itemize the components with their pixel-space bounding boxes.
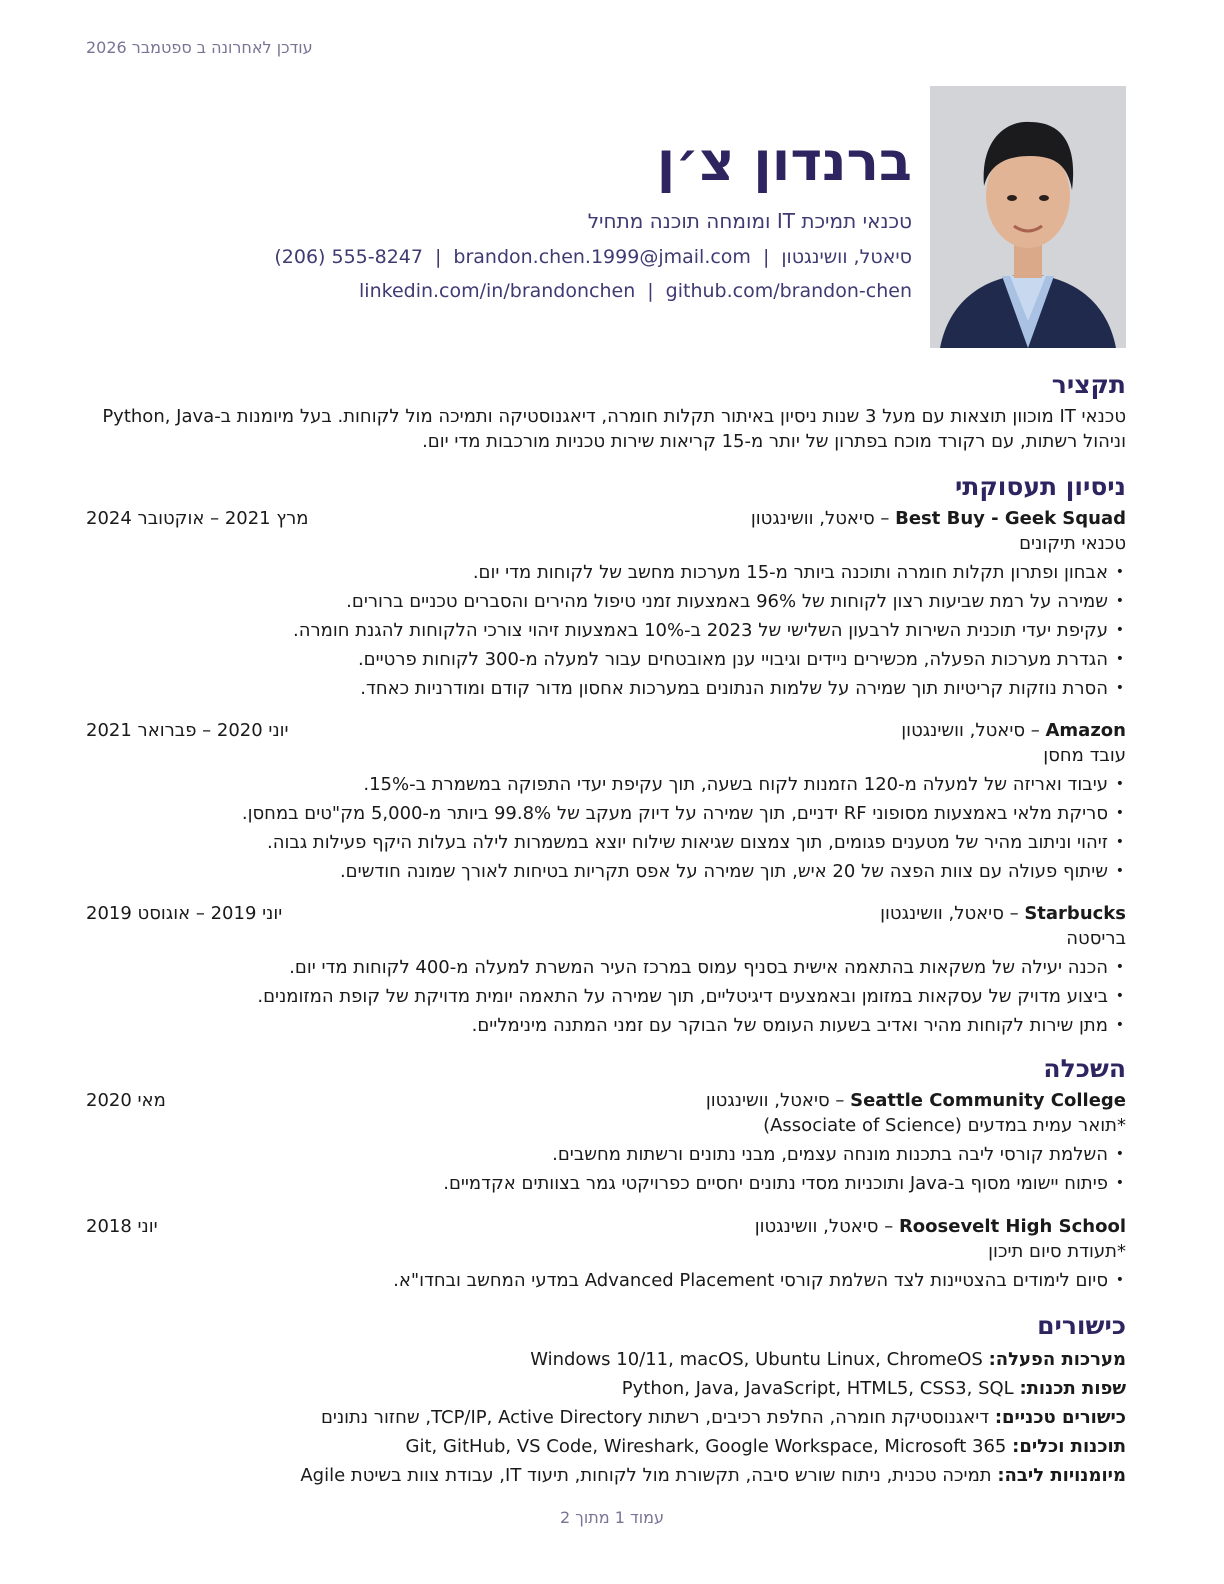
skill-value: דיאגנוסטיקת חומרה, החלפת רכיבים, רשתות TCP/IP, Active Directory, שחזור נתונים [320, 1407, 995, 1428]
bullet-item: • עקיפת יעדי תוכנית השירות לרבעון השלישי של 2023 ב-10% באמצעות זיהוי צורכי הלקוחות להגנת חומרה. [86, 616, 1126, 645]
skill-value: Windows 10/11, macOS, Ubuntu Linux, ChromeOS [530, 1349, 989, 1370]
entry-dates: יוני 2018 [86, 1216, 158, 1237]
entry-header [86, 1214, 1126, 1239]
bullet-item: • עיבוד ואריזה של למעלה מ-120 הזמנות לקוח בשעה, תוך עקיפת יעדי התפוקה במשמרת ב-15%. [86, 770, 1126, 799]
linkedin-link[interactable]: linkedin.com/in/brandonchen [359, 280, 636, 302]
bullet-item: • פיתוח יישומי מסוף ב-Java ותוכניות מסדי נתונים יחסיים כפרויקטי גמר בצוותים אקדמיים. [86, 1169, 1126, 1198]
experience-entry [86, 506, 1126, 703]
bullet-item: • סיום לימודים בהצטיינות לצד השלמת קורסי Advanced Placement במדעי המחשב ובחדו"א. [86, 1266, 1126, 1295]
entry-organization [755, 1214, 1126, 1239]
section-title-education: השכלה [1043, 1054, 1126, 1083]
contact-line-1 [274, 244, 912, 270]
entry-location: – סיאטל, וושינגטון [754, 1216, 899, 1237]
resume-header [86, 86, 1126, 348]
phone-number[interactable]: (206) 555-8247 [274, 246, 423, 268]
entry-header [86, 718, 1126, 743]
bullet-item: • זיהוי וניתוב מהיר של מטענים פגומים, תוך צמצום שגיאות שילוח יוצא במשמרות לילה בעלות היקף פעילות גבוה. [86, 828, 1126, 857]
skill-label: כישורים טכניים: [994, 1407, 1126, 1428]
bullet-item: • ביצוע מדויק של עסקאות במזומן ובאמצעים דיגיטליים, תוך שמירה על התאמה יומית מדויקת של קופת המזומנים. [86, 982, 1126, 1011]
profile-photo [930, 86, 1126, 348]
entry-dates: יוני 2019 – אוגוסט 2019 [86, 903, 283, 924]
entry-org-name: Best Buy - Geek Squad [895, 508, 1126, 529]
bullet-item: • הכנה יעילה של משקאות בהתאמה אישית בסניף עמוס במרכז העיר המשרת למעלה מ-400 לקוחות מדי יום. [86, 953, 1126, 982]
education-entry [86, 1088, 1126, 1198]
last-updated-note: עודכן לאחרונה ב ספטמבר 2026 [86, 38, 313, 57]
page-number: עמוד 1 מתוך 2 [560, 1508, 664, 1527]
entry-org-name: Roosevelt High School [898, 1216, 1126, 1237]
separator: | [762, 246, 770, 268]
skill-value: תמיכה טכנית, ניתוח שורש סיבה, תקשורת מול לקוחות, תיעוד IT, עבודת צוות בשיטת Agile [300, 1465, 998, 1486]
separator: | [434, 246, 442, 268]
separator: | [647, 280, 654, 302]
entry-role: בריסטה [1066, 928, 1126, 949]
experience-entry [86, 718, 1126, 886]
job-title: טכנאי תמיכת IT ומומחה תוכנה מתחיל [587, 209, 912, 233]
entry-header [86, 1088, 1126, 1113]
header-text [274, 130, 912, 304]
entry-organization [880, 901, 1126, 926]
entry-org-name: Starbucks [1024, 903, 1126, 924]
bullet-item: • אבחון ופתרון תקלות חומרה ותוכנה ביותר מ-15 מערכות מחשב של לקוחות מדי יום. [86, 558, 1126, 587]
entry-dates: יוני 2020 – פברואר 2021 [86, 720, 289, 741]
location: סיאטל, וושינגטון [781, 246, 912, 268]
entry-location: – סיאטל, וושינגטון [750, 508, 896, 529]
entry-org-name: Amazon [1045, 720, 1126, 741]
bullet-item: • סריקת מלאי באמצעות מסופוני RF ידניים, תוך שמירה על דיוק מעקב של 99.8% ביותר מ-5,000 מק"טים במחסן. [86, 799, 1126, 828]
entry-bullets [86, 953, 1126, 1040]
skill-label: מיומנויות ליבה: [997, 1465, 1126, 1486]
bullet-item: • שמירה על רמת שביעות רצון לקוחות של 96% באמצעות זמני טיפול מהירים והסברים טכניים ברורים. [86, 587, 1126, 616]
entry-location: – סיאטל, וושינגטון [901, 720, 1046, 741]
entry-location: – סיאטל, וושינגטון [880, 903, 1025, 924]
entry-organization [901, 718, 1126, 743]
entry-bullets [86, 770, 1126, 886]
entry-organization [706, 1088, 1126, 1113]
candidate-name: ברנדון צ׳ן [656, 130, 912, 193]
bullet-item: • השלמת קורסי ליבה בתכנות מונחה עצמים, מבני נתונים ורשתות מחשבים. [86, 1140, 1126, 1169]
skill-label: מערכות הפעלה: [988, 1349, 1126, 1370]
skill-row [86, 1374, 1126, 1403]
skill-value: Git, GitHub, VS Code, Wireshark, Google Workspace, Microsoft 365 [405, 1436, 1013, 1457]
github-link[interactable]: github.com/brandon-chen [665, 280, 912, 302]
entry-organization [751, 506, 1126, 531]
skill-row [86, 1461, 1126, 1490]
entry-role: עובד מחסן [1043, 745, 1126, 766]
email-link[interactable]: brandon.chen.1999@jmail.com [453, 246, 751, 268]
entry-header [86, 506, 1126, 531]
section-title-experience: ניסיון תעסוקתי [954, 472, 1126, 501]
skill-row [86, 1403, 1126, 1432]
bullet-item: • הגדרת מערכות הפעלה, מכשירים ניידים וגיבויי ענן מאובטחים עבור למעלה מ-300 לקוחות פרטיים. [86, 645, 1126, 674]
section-title-skills: כישורים [1037, 1311, 1126, 1340]
entry-dates: מרץ 2021 – אוקטובר 2024 [86, 508, 309, 529]
entry-role: טכנאי תיקונים [1019, 533, 1126, 554]
profile-photo-illustration [930, 86, 1126, 348]
entry-header [86, 901, 1126, 926]
entry-bullets [86, 1140, 1126, 1198]
skill-label: תוכנות וכלים: [1012, 1436, 1126, 1457]
bullet-item: • הסרת נוזקות קריטיות תוך שמירה על שלמות הנתונים במערכות אחסון מדור קודם ומודרניות כאחד. [86, 674, 1126, 703]
entry-degree: *תעודת סיום תיכון [988, 1241, 1126, 1262]
skill-label: שפות תכנות: [1019, 1378, 1126, 1399]
skill-row [86, 1345, 1126, 1374]
entry-bullets [86, 1266, 1126, 1295]
bullet-item: • שיתוף פעולה עם צוות הפצה של 20 איש, תוך שמירה על אפס תקריות בטיחות לאורך שמונה חודשים. [86, 857, 1126, 886]
entry-location: – סיאטל, וושינגטון [705, 1090, 851, 1111]
summary-text: טכנאי IT מוכוון תוצאות עם מעל 3 שנות ניסיון באיתור תקלות חומרה, דיאגנוסטיקה ותמיכה מול לקוחות. בעל מיומנות ב-Python, Java וניהול רשתות, עם רקורד מוכח בפתרון של יותר מ-15 קריאות שירות טכניות מורכבות מדי יום. [102, 406, 1126, 452]
entry-bullets [86, 558, 1126, 703]
contact-line-2 [274, 278, 912, 304]
bullet-item: • מתן שירות לקוחות מהיר ואדיב בשעות העומס של הבוקר עם זמני המתנה מינימליים. [86, 1011, 1126, 1040]
skills-list [86, 1345, 1126, 1490]
experience-entry [86, 901, 1126, 1040]
entry-dates: מאי 2020 [86, 1090, 166, 1111]
skill-value: Python, Java, JavaScript, HTML5, CSS3, SQL [621, 1378, 1020, 1399]
section-title-summary: תקציר [1051, 370, 1126, 399]
entry-org-name: Seattle Community College [850, 1090, 1126, 1111]
entry-degree: *תואר עמית במדעים (Associate of Science) [763, 1115, 1126, 1136]
skill-row [86, 1432, 1126, 1461]
education-entry [86, 1214, 1126, 1295]
